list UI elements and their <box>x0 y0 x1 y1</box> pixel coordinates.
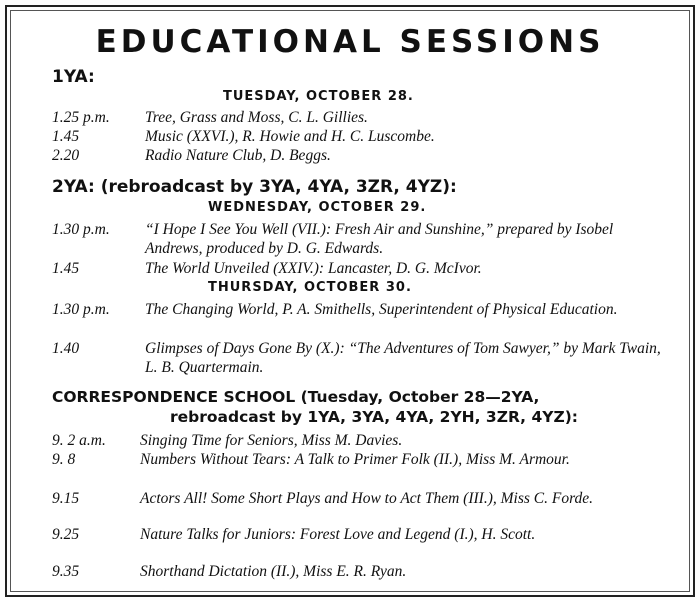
item-text: Radio Nature Club, D. Beggs. <box>145 147 331 164</box>
item-time: 1.40 <box>52 340 80 357</box>
item-text: “I Hope I See You Well (VII.): Fresh Air and Sunshine,” prepared by Isobel Andrews, produced by D. G. Edwards. <box>145 221 614 257</box>
item-text: Music (XXVI.), R. Howie and H. C. Luscombe. <box>145 128 435 145</box>
day-heading-tuesday: TUESDAY, OCTOBER 28. <box>223 89 414 104</box>
item-time: 9. 2 a.m. <box>52 432 106 449</box>
item-time: 9. 8 <box>52 451 76 468</box>
day-heading-wednesday: WEDNESDAY, OCTOBER 29. <box>208 200 427 215</box>
item-time: 1.45 <box>52 260 80 277</box>
item-text: Nature Talks for Juniors: Forest Love and Legend (I.), H. Scott. <box>140 526 536 543</box>
item-text: Numbers Without Tears: A Talk to Primer Folk (II.), Miss M. Armour. <box>140 451 570 468</box>
item-text: The World Unveiled (XXIV.): Lancaster, D. G. McIvor. <box>145 260 482 277</box>
item-time: 1.45 <box>52 128 80 145</box>
correspondence-school-heading: CORRESPONDENCE SCHOOL (Tuesday, October 28—2YA, <box>52 388 540 406</box>
item-text: Glimpses of Days Gone By (X.): “The Adventures of Tom Sawyer,” by Mark Twain, L. B. Quartermain. <box>145 340 661 376</box>
item-time: 9.25 <box>52 526 80 543</box>
item-time: 1.30 p.m. <box>52 221 110 238</box>
item-time: 1.25 p.m. <box>52 109 110 126</box>
item-time: 9.35 <box>52 563 80 580</box>
item-time: 9.15 <box>52 490 80 507</box>
item-text: Singing Time for Seniors, Miss M. Davies. <box>140 432 403 449</box>
item-text: Shorthand Dictation (II.), Miss E. R. Ryan. <box>140 563 407 580</box>
item-text: The Changing World, P. A. Smithells, Superintendent of Physical Education. <box>145 301 618 318</box>
item-text: Actors All! Some Short Plays and How to Act Them (III.), Miss C. Forde. <box>140 490 594 507</box>
page-title: EDUCATIONAL SESSIONS <box>95 24 605 60</box>
day-heading-thursday: THURSDAY, OCTOBER 30. <box>208 280 412 295</box>
item-text: Tree, Grass and Moss, C. L. Gillies. <box>145 109 368 126</box>
station-2ya-heading: 2YA: (rebroadcast by 3YA, 4YA, 3ZR, 4YZ): <box>52 177 457 197</box>
correspondence-school-subheading: rebroadcast by 1YA, 3YA, 4YA, 2YH, 3ZR, 4YZ): <box>170 408 578 426</box>
item-time: 1.30 p.m. <box>52 301 110 318</box>
station-1ya-heading: 1YA: <box>52 67 95 87</box>
item-time: 2.20 <box>52 147 80 164</box>
